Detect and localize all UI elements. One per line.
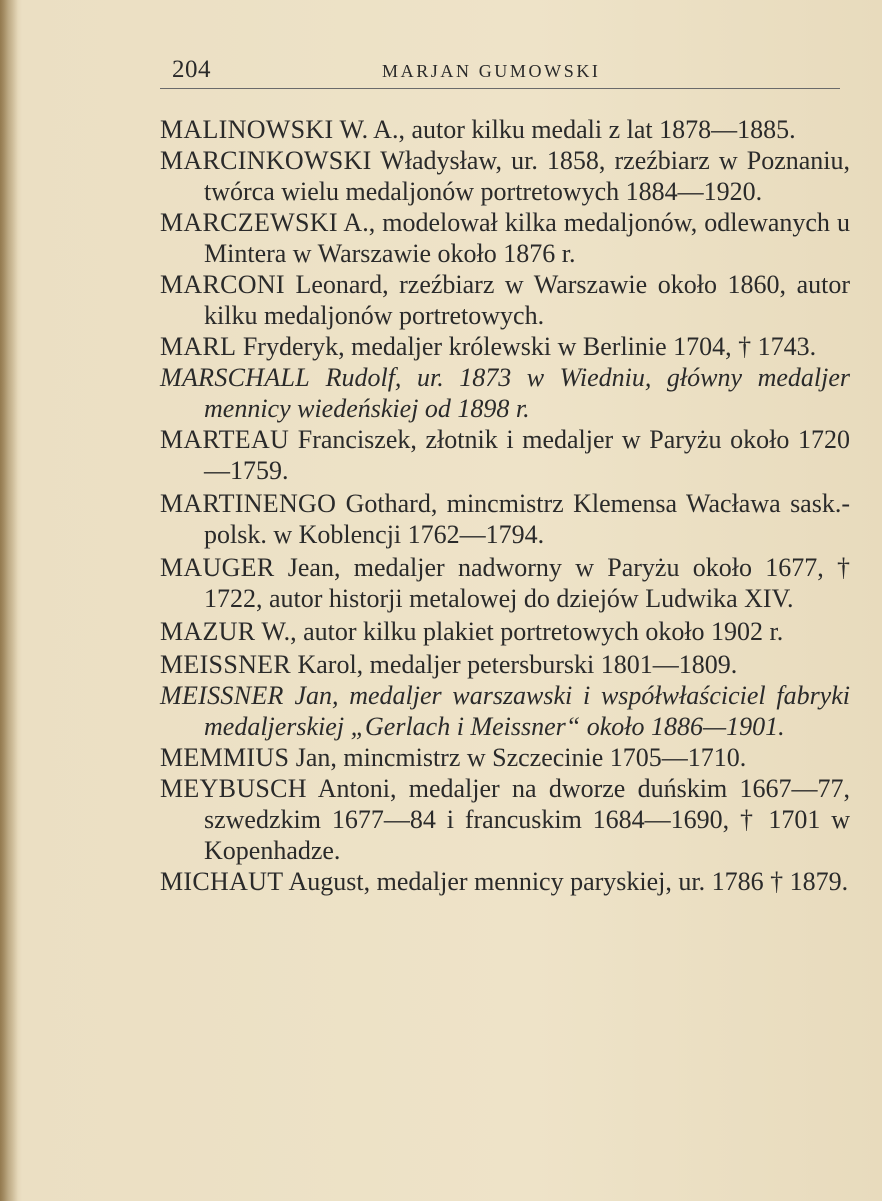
entry-name: MEYBUSCH — [160, 774, 307, 803]
entry-text: W. A., autor kilku medali z lat 1878—1885. — [333, 115, 796, 144]
entry-text: Władysław, ur. 1858, rzeźbiarz w Poznaniu, twórca wielu medaljonów portretowych 1884—1920. — [204, 146, 850, 206]
entry-name: MEISSNER — [160, 650, 291, 679]
list-item — [160, 488, 850, 550]
entry-text: Antoni, medaljer na dworze duńskim 1667—77, szwedzkim 1677—84 i francuskim 1684—1690, † 1701 w Kopenhadze. — [204, 774, 850, 865]
entry-text: Leonard, rzeźbiarz w Warszawie około 1860, autor kilku medaljonów portretowych. — [204, 270, 850, 330]
page-header — [160, 52, 840, 89]
entry-name: MARCZEWSKI — [160, 208, 338, 237]
entry-text: Jan, medaljer warszawski i współwłaściciel fabryki medaljerskiej „Gerlach i Meissner“ około 1886—1901. — [204, 681, 850, 741]
entry-text: Franciszek, złotnik i medaljer w Paryżu około 1720—1759. — [204, 425, 850, 485]
list-item — [160, 616, 850, 647]
page-number: 204 — [172, 56, 211, 83]
entry-text: W., autor kilku plakiet portretowych około 1902 r. — [255, 617, 784, 646]
list-item — [160, 552, 850, 614]
list-item — [160, 680, 850, 742]
list-item — [160, 424, 850, 486]
entry-name: MICHAUT — [160, 867, 284, 896]
binding-shadow — [0, 0, 18, 1201]
entry-text: Jan, mincmistrz w Szczecinie 1705—1710. — [289, 743, 747, 772]
entry-text: Gothard, mincmistrz Klemensa Wacława sask.-polsk. w Koblencji 1762—1794. — [204, 489, 850, 549]
running-title: MARJAN GUMOWSKI — [382, 61, 601, 81]
list-item — [160, 145, 850, 207]
entry-name: MARL — [160, 332, 237, 361]
entry-name: MARTINENGO — [160, 489, 337, 518]
entry-name: MARTEAU — [160, 425, 290, 454]
list-item — [160, 331, 850, 362]
list-item — [160, 742, 850, 773]
list-item — [160, 207, 850, 269]
entry-text: A., modelował kilka medaljonów, odlewanych u Mintera w Warszawie około 1876 r. — [204, 208, 850, 268]
entry-text: Fryderyk, medaljer królewski w Berlinie 1704, † 1743. — [236, 332, 817, 361]
entry-text: August, medaljer mennicy paryskiej, ur. 1786 † 1879. — [283, 867, 849, 896]
entry-name: MARCONI — [160, 270, 285, 299]
list-item — [160, 114, 850, 145]
entry-name: MAZUR — [160, 617, 256, 646]
list-item — [160, 269, 850, 331]
entry-text: Rudolf, ur. 1873 w Wiedniu, główny medaljer mennicy wiedeńskiej od 1898 r. — [204, 363, 850, 423]
entry-name: MEISSNER — [160, 681, 284, 710]
entry-name: MAUGER — [160, 553, 275, 582]
entry-name: MALINOWSKI — [160, 115, 334, 144]
entry-list — [160, 114, 850, 897]
entry-text: Karol, medaljer petersburski 1801—1809. — [290, 650, 738, 679]
list-item — [160, 362, 850, 424]
entry-name: MARCINKOWSKI — [160, 146, 372, 175]
entry-name: MEMMIUS — [160, 743, 290, 772]
list-item — [160, 649, 850, 680]
entry-text: Jean, medaljer nadworny w Paryżu około 1677, † 1722, autor historji metalowej do dziejów Ludwika XIV. — [204, 553, 850, 613]
entry-name: MARSCHALL — [160, 363, 311, 392]
list-item — [160, 773, 850, 866]
list-item — [160, 866, 850, 897]
